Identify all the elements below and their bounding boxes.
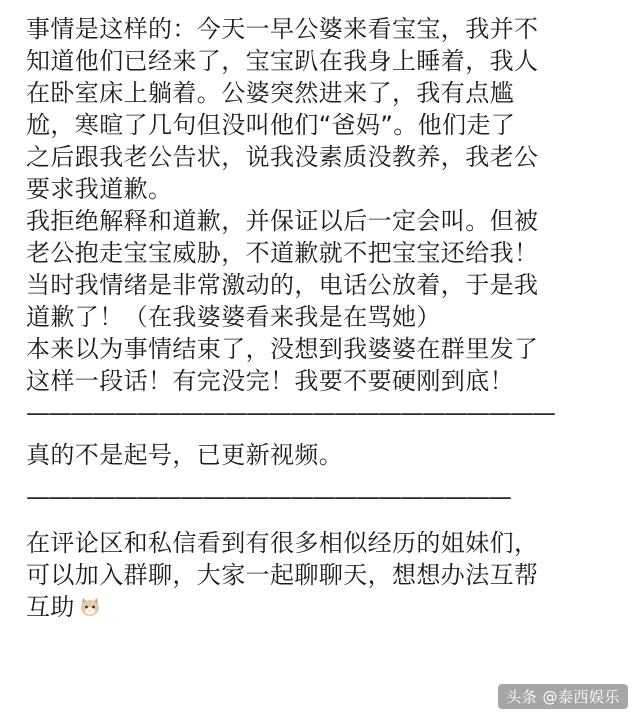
cat-face-icon xyxy=(79,594,101,614)
text-line: 这样一段话！有完没完！我要不要硬刚到底！ xyxy=(26,367,514,395)
text-line: 老公抱走宝宝威胁，不道歉就不把宝宝还给我！ xyxy=(26,239,539,267)
text-line: 本来以为事情结束了，没想到我婆婆在群里发了 xyxy=(26,335,539,363)
text-line: 事情是这样的：今天一早公婆来看宝宝，我并不 xyxy=(26,15,539,43)
note-text: 真的不是起号，已更新视频。 xyxy=(26,441,344,469)
text-fragment: 互助 xyxy=(26,593,75,621)
text-line: 可以加入群聊，大家一起聊聊天，想想办法互帮 xyxy=(26,561,539,589)
divider-line: —————————————————————— xyxy=(26,483,510,511)
paragraph-story xyxy=(26,14,626,206)
divider-line: ———————————————————————— xyxy=(26,399,554,427)
watermark-label: 头条 @泰西娱乐 xyxy=(498,684,628,709)
text-line: 道歉了！（在我婆婆看来我是在骂她） xyxy=(26,303,441,331)
text-line: 在卧室床上躺着。公婆突然进来了，我有点尴 xyxy=(26,79,514,107)
text-line-last xyxy=(26,592,626,624)
text-line: 尬，寒暄了几句但没叫他们“爸妈”。他们走了 xyxy=(26,111,516,139)
text-line: 在评论区和私信看到有很多相似经历的姐妹们， xyxy=(26,529,539,557)
paragraph-apology xyxy=(26,206,626,398)
text-line: 知道他们已经来了，宝宝趴在我身上睡着，我人 xyxy=(26,47,539,75)
text-line: 要求我道歉。 xyxy=(26,175,173,203)
paragraph-invite xyxy=(26,528,626,624)
post-body xyxy=(26,14,626,624)
text-line: 我拒绝解释和道歉，并保证以后一定会叫。但被 xyxy=(26,207,539,235)
text-line: 当时我情绪是非常激动的，电话公放着，于是我 xyxy=(26,271,539,299)
text-line: 之后跟我老公告状，说我没素质没教养，我老公 xyxy=(26,143,539,171)
